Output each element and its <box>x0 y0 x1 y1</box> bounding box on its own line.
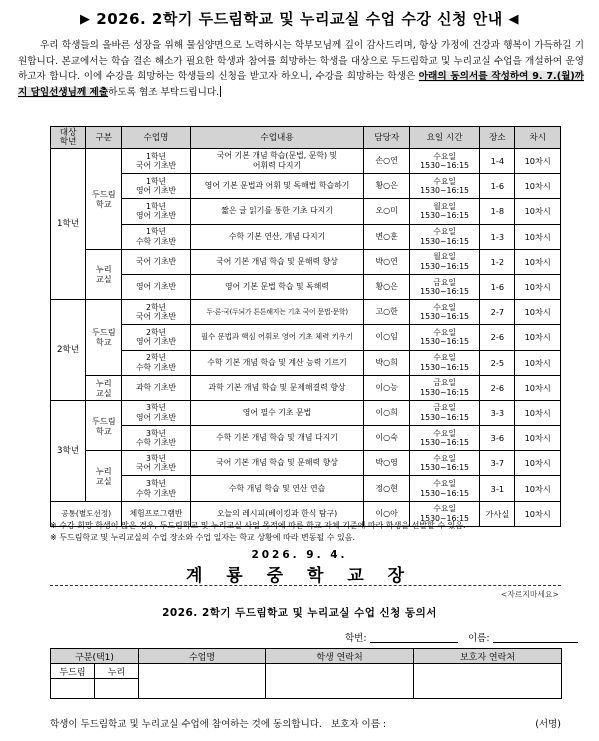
teacher-cell: 이○능 <box>364 375 410 400</box>
consent-header-row <box>51 649 562 664</box>
grade-cell: 2학년 <box>51 300 86 401</box>
time-cell: 금요일 1530~16:15 <box>409 375 479 400</box>
course-name-input[interactable] <box>139 664 266 699</box>
course-cell: 1학년 수학 기초반 <box>122 224 190 249</box>
content-cell: 영어 필수 기초 문법 <box>190 400 364 425</box>
room-cell: 1-2 <box>480 249 515 274</box>
header-time: 요일 시간 <box>409 127 479 149</box>
table-header-row <box>51 127 561 149</box>
schedule-table <box>50 126 561 527</box>
school-name: 계 룡 중 학 교 장 <box>185 566 414 586</box>
sessions-cell: 10차시 <box>515 451 561 476</box>
sessions-cell: 10차시 <box>515 274 561 299</box>
teacher-cell: 황○은 <box>364 274 410 299</box>
content-cell: 국어 기본 개념 학습 및 문해력 향상 <box>190 451 364 476</box>
sessions-cell: 10차시 <box>515 149 561 174</box>
name-line[interactable] <box>493 632 578 643</box>
agreement-line <box>50 716 561 730</box>
room-cell: 1-6 <box>480 274 515 299</box>
time-cell: 월요일 1530~16:15 <box>409 249 479 274</box>
content-cell: 영어 기본 문법과 어휘 및 독해법 학습하기 <box>190 174 364 199</box>
table-row <box>51 199 561 224</box>
room-cell: 2-7 <box>480 300 515 325</box>
student-id-field[interactable] <box>345 630 458 644</box>
sessions-cell: 10차시 <box>515 476 561 501</box>
content-cell: 두·론·국(두뇌가 튼튼해지는 기초 국어 문법·문학) <box>190 300 364 325</box>
header-grade: 대상 학년 <box>51 127 86 149</box>
sessions-cell: 10차시 <box>515 375 561 400</box>
table-row <box>51 174 561 199</box>
category-cell: 누리 교실 <box>86 375 122 400</box>
room-cell: 3-3 <box>480 400 515 425</box>
teacher-cell: 이○숙 <box>364 426 410 451</box>
course-cell: 2학년 영어 기초반 <box>122 325 190 350</box>
course-cell: 3학년 국어 기초반 <box>122 451 190 476</box>
student-id-line[interactable] <box>370 632 458 643</box>
course-cell: 3학년 영어 기초반 <box>122 400 190 425</box>
table-row <box>51 375 561 400</box>
time-cell: 수요일 1530~16:15 <box>409 426 479 451</box>
teacher-cell: 고○한 <box>364 300 410 325</box>
title-text: 2026. 2학기 두드림학교 및 누리교실 수업 수강 신청 안내 <box>96 10 503 28</box>
header-category: 구분 <box>86 127 122 149</box>
header-room: 장소 <box>480 127 515 149</box>
guardian-contact-input[interactable] <box>414 664 562 699</box>
table-row <box>51 451 561 476</box>
content-cell: 수학 기본 연산, 개념 다지기 <box>190 224 364 249</box>
grade-cell: 3학년 <box>51 400 86 501</box>
note-item: ※ 수강 희망 학생이 많은 경우, 두드림학교 및 누리교실 사업 목적에 따른 학교 자체 기준에 따라 학생을 선발할 수 있음. <box>50 521 466 530</box>
table-row <box>51 249 561 274</box>
sessions-cell: 10차시 <box>515 501 561 526</box>
room-cell: 1-6 <box>480 174 515 199</box>
content-cell: 오늘의 레시피(베이킹과 한식 탐구) <box>190 501 364 526</box>
course-cell: 3학년 수학 기초반 <box>122 426 190 451</box>
content-cell: 짧은 글 읽기를 통한 기초 다지기 <box>190 199 364 224</box>
sessions-cell: 10차시 <box>515 224 561 249</box>
time-cell: 금요일 1530~16:15 <box>409 400 479 425</box>
teacher-cell: 박○영 <box>364 451 410 476</box>
teacher-cell: 이○희 <box>364 400 410 425</box>
time-cell: 수요일 1530~16:15 <box>409 501 479 526</box>
consent-table <box>50 648 562 699</box>
note-item: ※ 두드림학교 및 누리교실의 수업 장소와 수업 일자는 학교 상황에 따라 변동될 수 있음. <box>50 532 356 542</box>
time-cell: 수요일 1530~16:15 <box>409 224 479 249</box>
teacher-cell: 황○은 <box>364 174 410 199</box>
header-content: 수업내용 <box>190 127 364 149</box>
intro-emphasis: 아래의 동의서를 작성하여 9. 7.(월)까지 담임선생님께 제출 <box>18 71 584 98</box>
text-cursor <box>220 86 221 97</box>
consent-option-row <box>51 664 562 679</box>
content-cell: 과학 기본 개념 학습 및 문제해결력 향상 <box>190 375 364 400</box>
content-cell: 영어 기본 문법 학습 및 독해력 <box>190 274 364 299</box>
dodream-check-cell[interactable] <box>51 679 95 699</box>
student-id-label: 학번: <box>345 633 367 644</box>
guardian-name-label: 보호자 이름 : <box>330 719 387 730</box>
time-cell: 수요일 1530~16:15 <box>409 451 479 476</box>
course-cell: 1학년 국어 기초반 <box>122 149 190 174</box>
cut-note: <자르지마세요> <box>500 590 559 599</box>
teacher-cell: 오○미 <box>364 199 410 224</box>
sessions-cell: 10차시 <box>515 350 561 375</box>
table-row <box>51 400 561 425</box>
teacher-cell: 박○희 <box>364 350 410 375</box>
header-course: 수업명 <box>122 127 190 149</box>
header-guardian-contact: 보호자 연락처 <box>414 649 562 664</box>
option-nuri[interactable]: 누리 <box>95 664 139 679</box>
course-cell: 국어 기초반 <box>122 249 190 274</box>
room-cell: 1-4 <box>480 149 515 174</box>
course-cell: 영어 기초반 <box>122 274 190 299</box>
time-cell: 월요일 1530~16:15 <box>409 199 479 224</box>
header-student-contact: 학생 연락처 <box>266 649 414 664</box>
intro-tail: 하도록 협조 부탁드립니다. <box>108 86 220 98</box>
name-field[interactable] <box>468 630 578 644</box>
room-cell: 가사실 <box>480 501 515 526</box>
header-category-select: 구분(택1) <box>51 649 139 664</box>
sessions-cell: 10차시 <box>515 400 561 425</box>
student-contact-input[interactable] <box>266 664 414 699</box>
option-dodream[interactable]: 두드림 <box>51 664 95 679</box>
course-cell: 1학년 영어 기초반 <box>122 174 190 199</box>
time-cell: 금요일 1530~16:15 <box>409 274 479 299</box>
time-cell: 수요일 1530~16:15 <box>409 476 479 501</box>
table-row <box>51 476 561 501</box>
course-cell: 2학년 수학 기초반 <box>122 350 190 375</box>
sessions-cell: 10차시 <box>515 174 561 199</box>
category-cell: 두드림 학교 <box>86 400 122 450</box>
sessions-cell: 10차시 <box>515 249 561 274</box>
category-cell: 두드림 학교 <box>86 149 122 250</box>
room-cell: 2-6 <box>480 375 515 400</box>
table-row <box>51 224 561 249</box>
time-cell: 수요일 1530~16:15 <box>409 149 479 174</box>
issue-date: 2026. 9. 4. <box>251 549 348 561</box>
intro-text: 우리 학생들의 올바른 성장을 위해 물심양면으로 노력하시는 학부모님께 깊이 감사드리며, 항상 가정에 건강과 행복이 가득하길 기원합니다. 본교에서는 학습 결손 해소가 필요한 학생과 참여를 희망하는 학생을 대상으로 두드림학교 및 누리교실 수업을 개설하여 운영하고자 합니다. 이에 수강을 희망하는 학생들의 신청을 받고자 하오니, 수강을 희망하는 학생은 <box>18 40 584 83</box>
intro-paragraph <box>18 38 584 100</box>
room-cell: 2-5 <box>480 350 515 375</box>
table-row <box>51 325 561 350</box>
room-cell: 1-3 <box>480 224 515 249</box>
teacher-cell: 이○아 <box>364 501 410 526</box>
time-cell: 수요일 1530~16:15 <box>409 350 479 375</box>
room-cell: 1-8 <box>480 199 515 224</box>
room-cell: 3-6 <box>480 426 515 451</box>
room-cell: 3-1 <box>480 476 515 501</box>
teacher-cell: 박○연 <box>364 249 410 274</box>
category-cell: 공통(별도선정) <box>51 501 122 526</box>
content-cell: 수학 기본 개념 학습 및 계산 능력 기르기 <box>190 350 364 375</box>
teacher-cell: 손○연 <box>364 149 410 174</box>
content-cell: 필수 문법과 핵심 어휘로 영어 기초 체력 키우기 <box>190 325 364 350</box>
sessions-cell: 10차시 <box>515 199 561 224</box>
teacher-cell: 이○임 <box>364 325 410 350</box>
room-cell: 2-6 <box>480 325 515 350</box>
course-cell: 2학년 국어 기초반 <box>122 300 190 325</box>
header-sessions: 차시 <box>515 127 561 149</box>
cut-line <box>50 585 561 586</box>
content-cell: 국어 기본 개념 학습 및 문해력 향상 <box>190 249 364 274</box>
room-cell: 3-7 <box>480 451 515 476</box>
header-course-name: 수업명 <box>139 649 266 664</box>
sessions-cell: 10차시 <box>515 325 561 350</box>
content-cell: 국어 기본 개념 학습(문법, 문학) 및 어휘력 다지기 <box>190 149 364 174</box>
nuri-check-cell[interactable] <box>95 679 139 699</box>
triangle-right-icon: ▶ <box>80 12 91 27</box>
time-cell: 수요일 1530~16:15 <box>409 174 479 199</box>
name-label: 이름: <box>468 633 490 644</box>
course-cell: 과학 기초반 <box>122 375 190 400</box>
teacher-cell: 정○현 <box>364 476 410 501</box>
header-teacher: 담당자 <box>364 127 410 149</box>
table-row <box>51 149 561 174</box>
triangle-left-icon: ◀ <box>508 12 519 27</box>
category-cell: 두드림 학교 <box>86 300 122 376</box>
signature-label: (서명) <box>535 719 561 730</box>
course-cell: 1학년 영어 기초반 <box>122 199 190 224</box>
time-cell: 수요일 1530~16:15 <box>409 300 479 325</box>
content-cell: 수학 기본 개념 학습 및 개념 다지기 <box>190 426 364 451</box>
notes <box>50 520 466 543</box>
table-row <box>51 426 561 451</box>
content-cell: 수학 개념 학습 및 연산 연습 <box>190 476 364 501</box>
page-title <box>0 8 599 29</box>
course-cell: 체험프로그램반 <box>122 501 190 526</box>
sessions-cell: 10차시 <box>515 300 561 325</box>
teacher-cell: 변○훈 <box>364 224 410 249</box>
sessions-cell: 10차시 <box>515 426 561 451</box>
table-row <box>51 350 561 375</box>
course-cell: 3학년 수학 기초반 <box>122 476 190 501</box>
table-row <box>51 300 561 325</box>
grade-cell: 1학년 <box>51 149 86 300</box>
time-cell: 수요일 1530~16:15 <box>409 325 479 350</box>
consent-title: 2026. 2학기 두드림학교 및 누리교실 수업 신청 동의서 <box>162 607 437 619</box>
agreement-text: 학생이 두드림학교 및 누리교실 수업에 참여하는 것에 동의합니다. <box>50 719 322 730</box>
category-cell: 누리 교실 <box>86 451 122 501</box>
table-row <box>51 274 561 299</box>
category-cell: 누리 교실 <box>86 249 122 299</box>
